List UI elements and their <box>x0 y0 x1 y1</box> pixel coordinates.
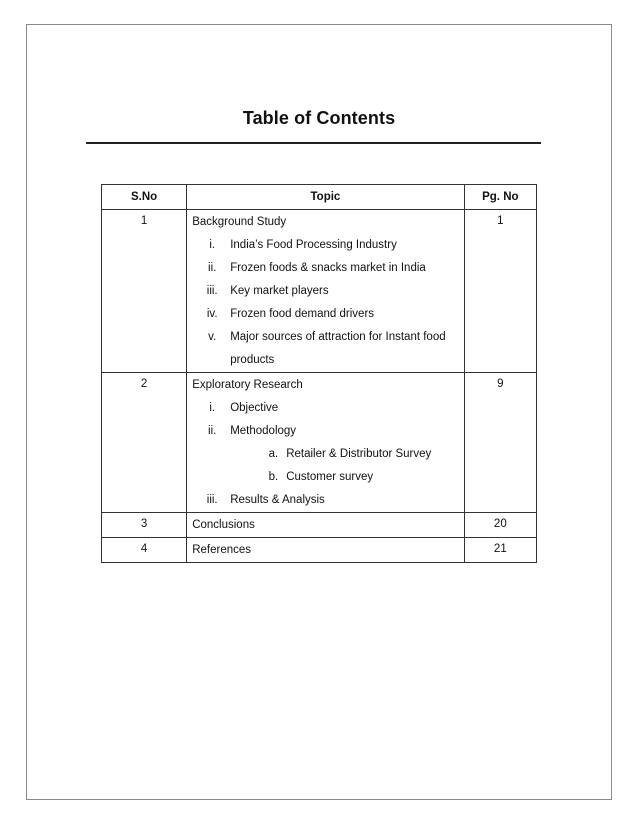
row-sno: 3 <box>102 513 187 538</box>
title-rule <box>86 142 541 144</box>
subtopic-number: i. <box>209 402 216 414</box>
row-page: 1 <box>464 210 536 373</box>
subtopic-number: iii. <box>206 494 218 506</box>
topic-title: References <box>192 544 252 556</box>
row-topic <box>187 538 464 563</box>
header-sno: S.No <box>102 185 187 210</box>
row-topic <box>187 210 464 373</box>
page-title: Table of Contents <box>242 108 396 128</box>
subtopic <box>192 329 463 352</box>
row-page: 20 <box>464 513 536 538</box>
row-page: 9 <box>464 373 536 513</box>
row-sno: 2 <box>102 373 187 513</box>
subtopic-text: Major sources of attraction for Instant food <box>230 331 446 343</box>
row-sno: 1 <box>102 210 187 373</box>
subtopic-text: Frozen food demand drivers <box>230 308 375 320</box>
subtopic <box>192 283 463 306</box>
sub-subtopic <box>192 469 463 492</box>
subtopic-text: India’s Food Processing Industry <box>230 239 397 251</box>
sub-subtopic <box>192 446 463 469</box>
row-sno: 4 <box>102 538 187 563</box>
sub-subtopic-text: Retailer & Distributor Survey <box>286 448 432 460</box>
sub-subtopic-number: a. <box>268 448 279 460</box>
header-page: Pg. No <box>464 185 536 210</box>
contents-table <box>101 184 537 563</box>
subtopic <box>192 400 463 423</box>
subtopic <box>192 306 463 329</box>
subtopic-number: v. <box>208 331 217 343</box>
subtopic-text: Results & Analysis <box>230 494 325 506</box>
subtopic <box>192 492 463 508</box>
subtopic-number: iv. <box>206 308 218 320</box>
subtopic <box>192 237 463 260</box>
subtopic-number: i. <box>209 239 216 251</box>
row-topic <box>187 373 464 513</box>
sub-subtopic-number: b. <box>268 471 279 483</box>
table-header-row <box>102 185 537 210</box>
subtopic-number: iii. <box>206 285 218 297</box>
table-row <box>102 210 537 373</box>
row-page: 21 <box>464 538 536 563</box>
subtopic-number: ii. <box>208 262 217 274</box>
table-row <box>102 373 537 513</box>
subtopic-number: ii. <box>208 425 217 437</box>
subtopic-text: Frozen foods & snacks market in India <box>230 262 426 274</box>
row-topic <box>187 513 464 538</box>
subtopic-text: Objective <box>230 402 279 414</box>
topic-title: Exploratory Research <box>192 379 303 391</box>
header-topic: Topic <box>187 185 464 210</box>
subtopic-text: Methodology <box>230 425 297 437</box>
subtopic-text: Key market players <box>230 285 329 297</box>
topic-title: Background Study <box>192 216 287 228</box>
subtopic-continuation: products <box>230 354 275 366</box>
table-row <box>102 513 537 538</box>
subtopic <box>192 260 463 283</box>
table-row <box>102 538 537 563</box>
sub-subtopic-text: Customer survey <box>286 471 374 483</box>
topic-title: Conclusions <box>192 519 255 531</box>
subtopic <box>192 423 463 446</box>
